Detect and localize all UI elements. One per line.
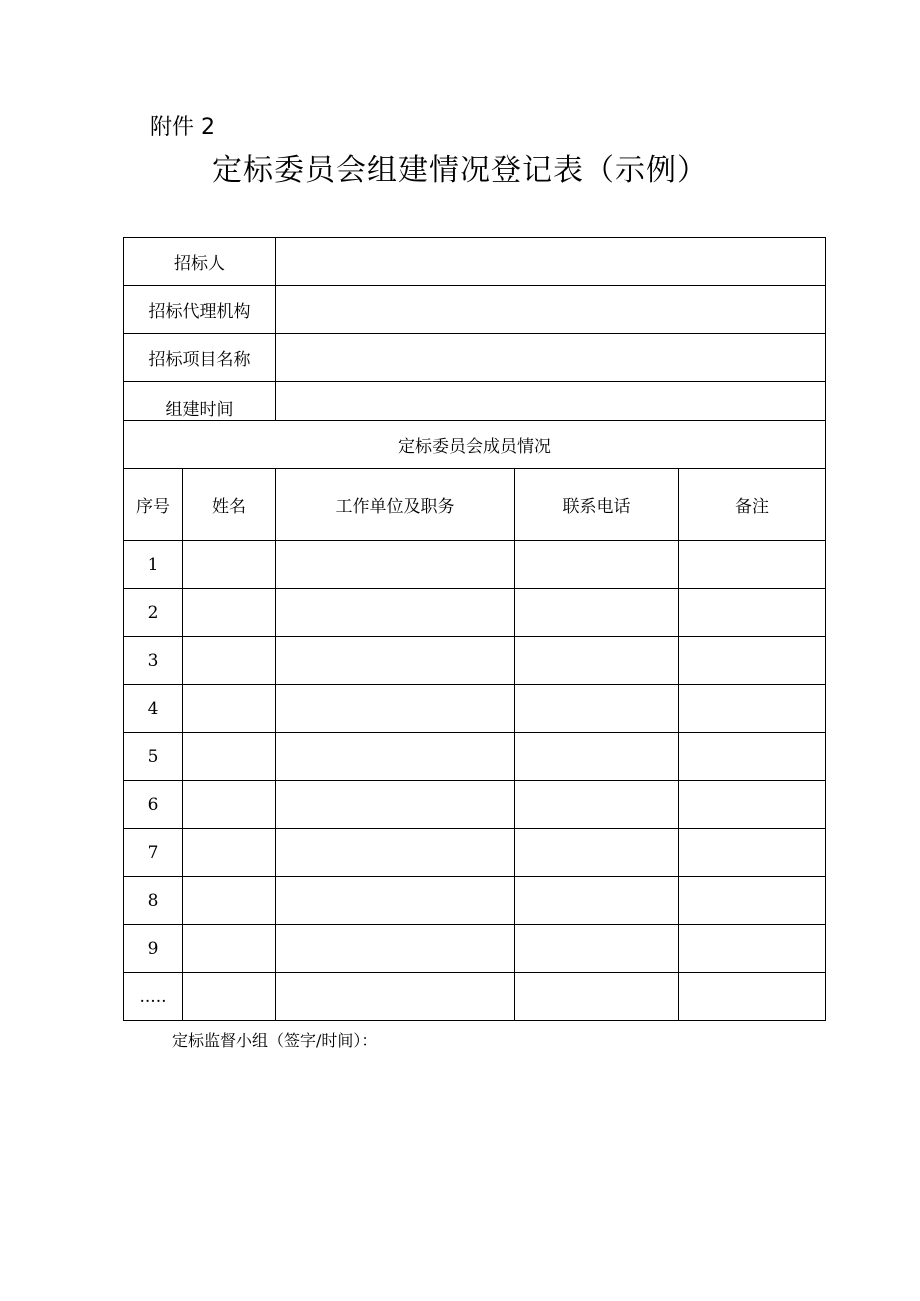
employer-cell[interactable]: [276, 541, 515, 589]
column-header-row: [124, 469, 826, 541]
row-number: 2: [124, 589, 183, 637]
info-label: 招标项目名称: [124, 334, 276, 382]
row-number: 5: [124, 733, 183, 781]
info-label: 招标代理机构: [124, 286, 276, 334]
page-title: 定标委员会组建情况登记表（示例）: [212, 153, 708, 188]
row-number: 6: [124, 781, 183, 829]
remarks-cell[interactable]: [679, 973, 826, 1021]
info-label: 招标人: [124, 238, 276, 286]
section-title-row: [124, 421, 826, 469]
row-number: 9: [124, 925, 183, 973]
info-value-field[interactable]: [276, 382, 826, 421]
table-row: [124, 925, 826, 973]
row-number: 4: [124, 685, 183, 733]
remarks-cell[interactable]: [679, 685, 826, 733]
name-cell[interactable]: [183, 637, 276, 685]
table-row: [124, 685, 826, 733]
name-cell[interactable]: [183, 541, 276, 589]
column-header-employer-position: 工作单位及职务: [276, 469, 515, 541]
info-row-project-name: [124, 334, 826, 382]
remarks-cell[interactable]: [679, 589, 826, 637]
section-title: 定标委员会成员情况: [124, 421, 826, 469]
phone-cell[interactable]: [515, 541, 679, 589]
registration-table: [123, 237, 826, 1021]
phone-cell[interactable]: [515, 829, 679, 877]
remarks-cell[interactable]: [679, 541, 826, 589]
phone-cell[interactable]: [515, 877, 679, 925]
name-cell[interactable]: [183, 925, 276, 973]
info-row-formation-time: [124, 382, 826, 421]
phone-cell[interactable]: [515, 925, 679, 973]
name-cell[interactable]: [183, 733, 276, 781]
info-value-field[interactable]: [276, 238, 826, 286]
info-row-tenderer: [124, 238, 826, 286]
column-header-phone: 联系电话: [515, 469, 679, 541]
remarks-cell[interactable]: [679, 733, 826, 781]
phone-cell[interactable]: [515, 781, 679, 829]
column-header-no: 序号: [124, 469, 183, 541]
remarks-cell[interactable]: [679, 829, 826, 877]
remarks-cell[interactable]: [679, 877, 826, 925]
column-header-remarks: 备注: [679, 469, 826, 541]
info-value-field[interactable]: [276, 286, 826, 334]
table-row: [124, 637, 826, 685]
row-number: .....: [124, 973, 183, 1021]
supervision-signature-note: 定标监督小组（签字/时间）：: [172, 1031, 378, 1050]
row-number: 3: [124, 637, 183, 685]
employer-cell[interactable]: [276, 685, 515, 733]
employer-cell[interactable]: [276, 973, 515, 1021]
table-row: [124, 733, 826, 781]
info-value-field[interactable]: [276, 334, 826, 382]
remarks-cell[interactable]: [679, 925, 826, 973]
phone-cell[interactable]: [515, 733, 679, 781]
table-row: [124, 541, 826, 589]
row-number: 7: [124, 829, 183, 877]
table-row: [124, 973, 826, 1021]
info-label: 组建时间: [124, 382, 276, 421]
employer-cell[interactable]: [276, 733, 515, 781]
row-number: 1: [124, 541, 183, 589]
phone-cell[interactable]: [515, 589, 679, 637]
row-number: 8: [124, 877, 183, 925]
name-cell[interactable]: [183, 829, 276, 877]
employer-cell[interactable]: [276, 829, 515, 877]
phone-cell[interactable]: [515, 637, 679, 685]
employer-cell[interactable]: [276, 781, 515, 829]
phone-cell[interactable]: [515, 973, 679, 1021]
name-cell[interactable]: [183, 589, 276, 637]
table-row: [124, 829, 826, 877]
column-header-name: 姓名: [183, 469, 276, 541]
table-row: [124, 781, 826, 829]
name-cell[interactable]: [183, 973, 276, 1021]
remarks-cell[interactable]: [679, 637, 826, 685]
info-row-agency: [124, 286, 826, 334]
table-row: [124, 877, 826, 925]
employer-cell[interactable]: [276, 589, 515, 637]
employer-cell[interactable]: [276, 877, 515, 925]
phone-cell[interactable]: [515, 685, 679, 733]
attachment-label: 附件 2: [150, 115, 215, 140]
name-cell[interactable]: [183, 781, 276, 829]
employer-cell[interactable]: [276, 925, 515, 973]
remarks-cell[interactable]: [679, 781, 826, 829]
employer-cell[interactable]: [276, 637, 515, 685]
name-cell[interactable]: [183, 685, 276, 733]
name-cell[interactable]: [183, 877, 276, 925]
table-row: [124, 589, 826, 637]
